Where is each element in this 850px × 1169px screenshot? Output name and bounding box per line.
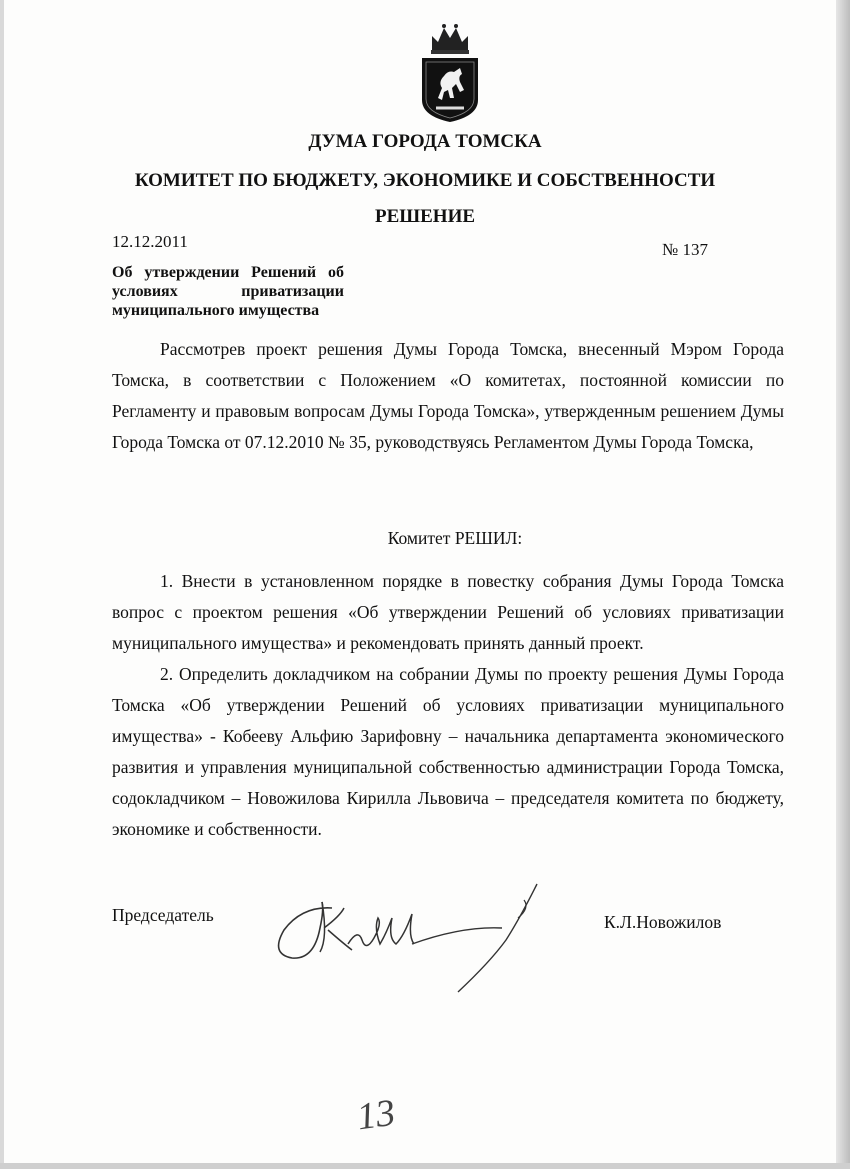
organization-title: ДУМА ГОРОДА ТОМСКА	[308, 131, 542, 152]
handwritten-signature	[262, 878, 552, 998]
document-subject	[112, 263, 344, 320]
resolution-item-2: 2. Определить докладчиком на собрании Думы по проекту решения Думы Города Томска «Об утверждении Решений об условиях приватизации муниципального имущества» - Кобееву Альфию Зарифовну – начальника департамента экономического развития и управления муниципальной собственностью администрации Города Томска, содокладчиком – Новожилова Кирилла Львовича – председателя комитета по бюджету, экономике и собственности.	[112, 664, 784, 839]
document-number: № 137	[662, 240, 708, 259]
preamble-paragraph: Рассмотрев проект решения Думы Города Томска, внесенный Мэром Города Томска, в соответствии с Положением «О комитетах, постоянной комиссии по Регламенту и правовым вопросам Думы Города Томска», утвержденным решением Думы Города Томска от 07.12.2010 № 35, руководствуясь Регламентом Думы Города Томска,	[112, 339, 784, 452]
document-date: 12.12.2011	[112, 232, 188, 251]
resolution-heading: Комитет РЕШИЛ:	[387, 528, 523, 548]
coat-of-arms-emblem	[414, 16, 486, 126]
signatory-name: К.Л.Новожилов	[604, 912, 722, 932]
document-type: РЕШЕНИЕ	[374, 206, 476, 227]
scan-edge-bottom	[0, 1163, 850, 1169]
subject-text: Об утверждении Решений об условиях приватизации муниципального имущества	[112, 264, 344, 319]
resolution-item-1: 1. Внести в установленном порядке в повестку собрания Думы Города Томска вопрос с проектом решения «Об утверждении Решений об условиях приватизации муниципального имущества» и рекомендовать принять данный проект.	[112, 571, 784, 653]
committee-title: КОМИТЕТ ПО БЮДЖЕТУ, ЭКОНОМИКЕ И СОБСТВЕННОСТИ	[134, 170, 716, 191]
handwritten-page-number: 13	[354, 1091, 398, 1139]
signatory-position: Председатель	[112, 905, 214, 925]
